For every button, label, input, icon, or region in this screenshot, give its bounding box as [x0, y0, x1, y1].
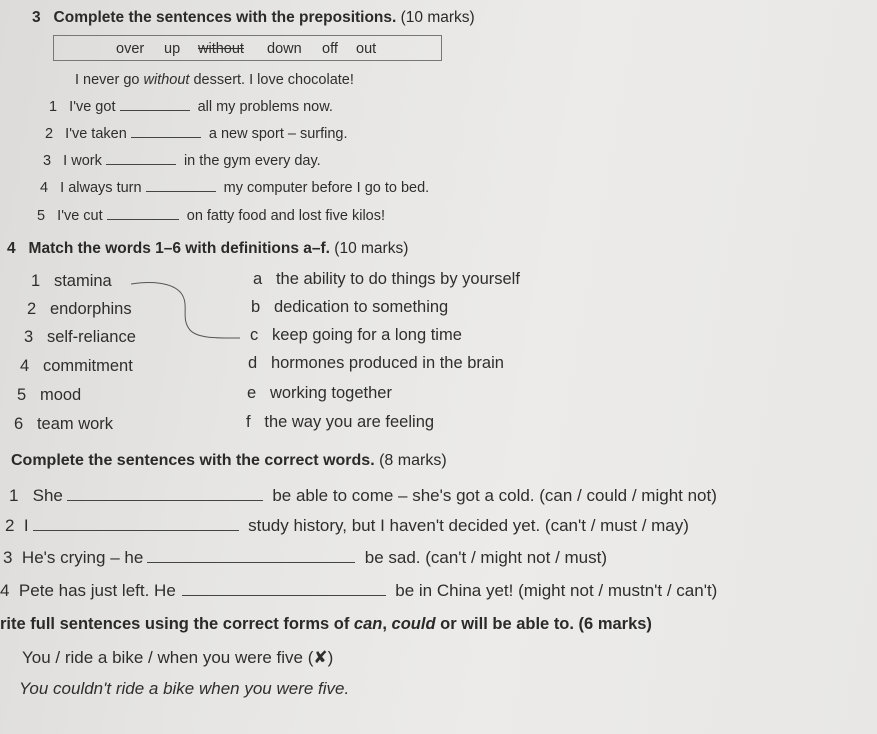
ex5-heading — [11, 452, 447, 470]
match-def-c[interactable]: c keep going for a long time — [250, 326, 462, 344]
answer-blank[interactable] — [107, 219, 179, 220]
word-box — [53, 35, 442, 61]
answer-blank[interactable] — [106, 164, 176, 165]
answer-blank[interactable] — [182, 595, 386, 596]
match-def-d[interactable]: d hormones produced in the brain — [248, 354, 504, 372]
match-word-2[interactable]: 2 endorphins — [27, 300, 132, 318]
ex5-item-1: 1 She be able to come – she's got a cold. (can / could / might not) — [9, 486, 717, 505]
ex5-item-2: 2 I study history, but I haven't decided yet. (can't / must / may) — [5, 516, 689, 535]
answer-blank[interactable] — [131, 137, 201, 138]
answer-blank[interactable] — [120, 110, 190, 111]
ex6-prompt: You / ride a bike / when you were five (✘) — [22, 648, 334, 667]
match-word-1[interactable]: 1 stamina — [31, 272, 112, 290]
match-def-b[interactable]: b dedication to something — [251, 298, 449, 316]
word-box-item: off — [322, 41, 338, 57]
word-box-item: out — [356, 41, 377, 57]
match-def-a[interactable]: a the ability to do things by yourself — [253, 270, 520, 288]
answer-blank[interactable] — [147, 562, 355, 563]
ex4-number: 4 — [7, 240, 16, 257]
word-box-item: over — [116, 41, 145, 57]
ex3-item-5: 5 I've cut on fatty food and lost five kilos! — [37, 208, 386, 224]
ex6-example-answer: You couldn't ride a bike when you were five. — [19, 679, 350, 698]
example-answer: without — [143, 72, 190, 88]
ex3-heading — [32, 9, 475, 27]
match-word-4[interactable]: 4 commitment — [20, 357, 133, 375]
ex5-item-3: 3 He's crying – he be sad. (can't / might not / must) — [3, 548, 608, 567]
ex3-example: I never go without dessert. I love chocolate! — [75, 72, 354, 88]
match-def-e[interactable]: e working together — [247, 384, 392, 402]
match-word-5[interactable]: 5 mood — [17, 386, 82, 404]
ex3-item-3: 3 I work in the gym every day. — [43, 153, 321, 169]
answer-blank[interactable] — [33, 530, 239, 531]
ex3-title: Complete the sentences with the prepositions. — [53, 9, 397, 26]
ex5-title: Complete the sentences with the correct words. — [11, 452, 375, 469]
match-word-3[interactable]: 3 self-reliance — [24, 328, 136, 346]
ex5-item-4: 4 Pete has just left. He be in China yet! (might not / mustn't / can't) — [0, 581, 718, 600]
ex3-number: 3 — [32, 9, 41, 26]
answer-blank[interactable] — [146, 191, 216, 192]
ex4-title: Match the words 1–6 with definitions a–f. — [28, 240, 330, 257]
ex3-item-2: 2 I've taken a new sport – surfing. — [45, 126, 348, 142]
ex3-item-4: 4 I always turn my computer before I go to bed. — [40, 180, 430, 196]
word-box-item: up — [164, 41, 181, 57]
ex4-marks: (10 marks) — [334, 240, 409, 257]
ex4-heading — [7, 240, 408, 258]
match-def-f[interactable]: f the way you are feeling — [246, 413, 435, 431]
ex5-marks: (8 marks) — [379, 452, 447, 469]
cross-icon: ✘ — [313, 648, 328, 667]
ex3-item-1: 1 I've got all my problems now. — [49, 99, 333, 115]
match-word-6[interactable]: 6 team work — [14, 415, 114, 433]
answer-blank[interactable] — [67, 500, 263, 501]
word-box-item-used: without — [198, 41, 244, 57]
word-box-item: down — [267, 41, 302, 57]
ex3-marks: (10 marks) — [400, 9, 475, 26]
ex6-heading: rite full sentences using the correct forms of can, could or will be able to. (6 marks) — [0, 615, 652, 633]
